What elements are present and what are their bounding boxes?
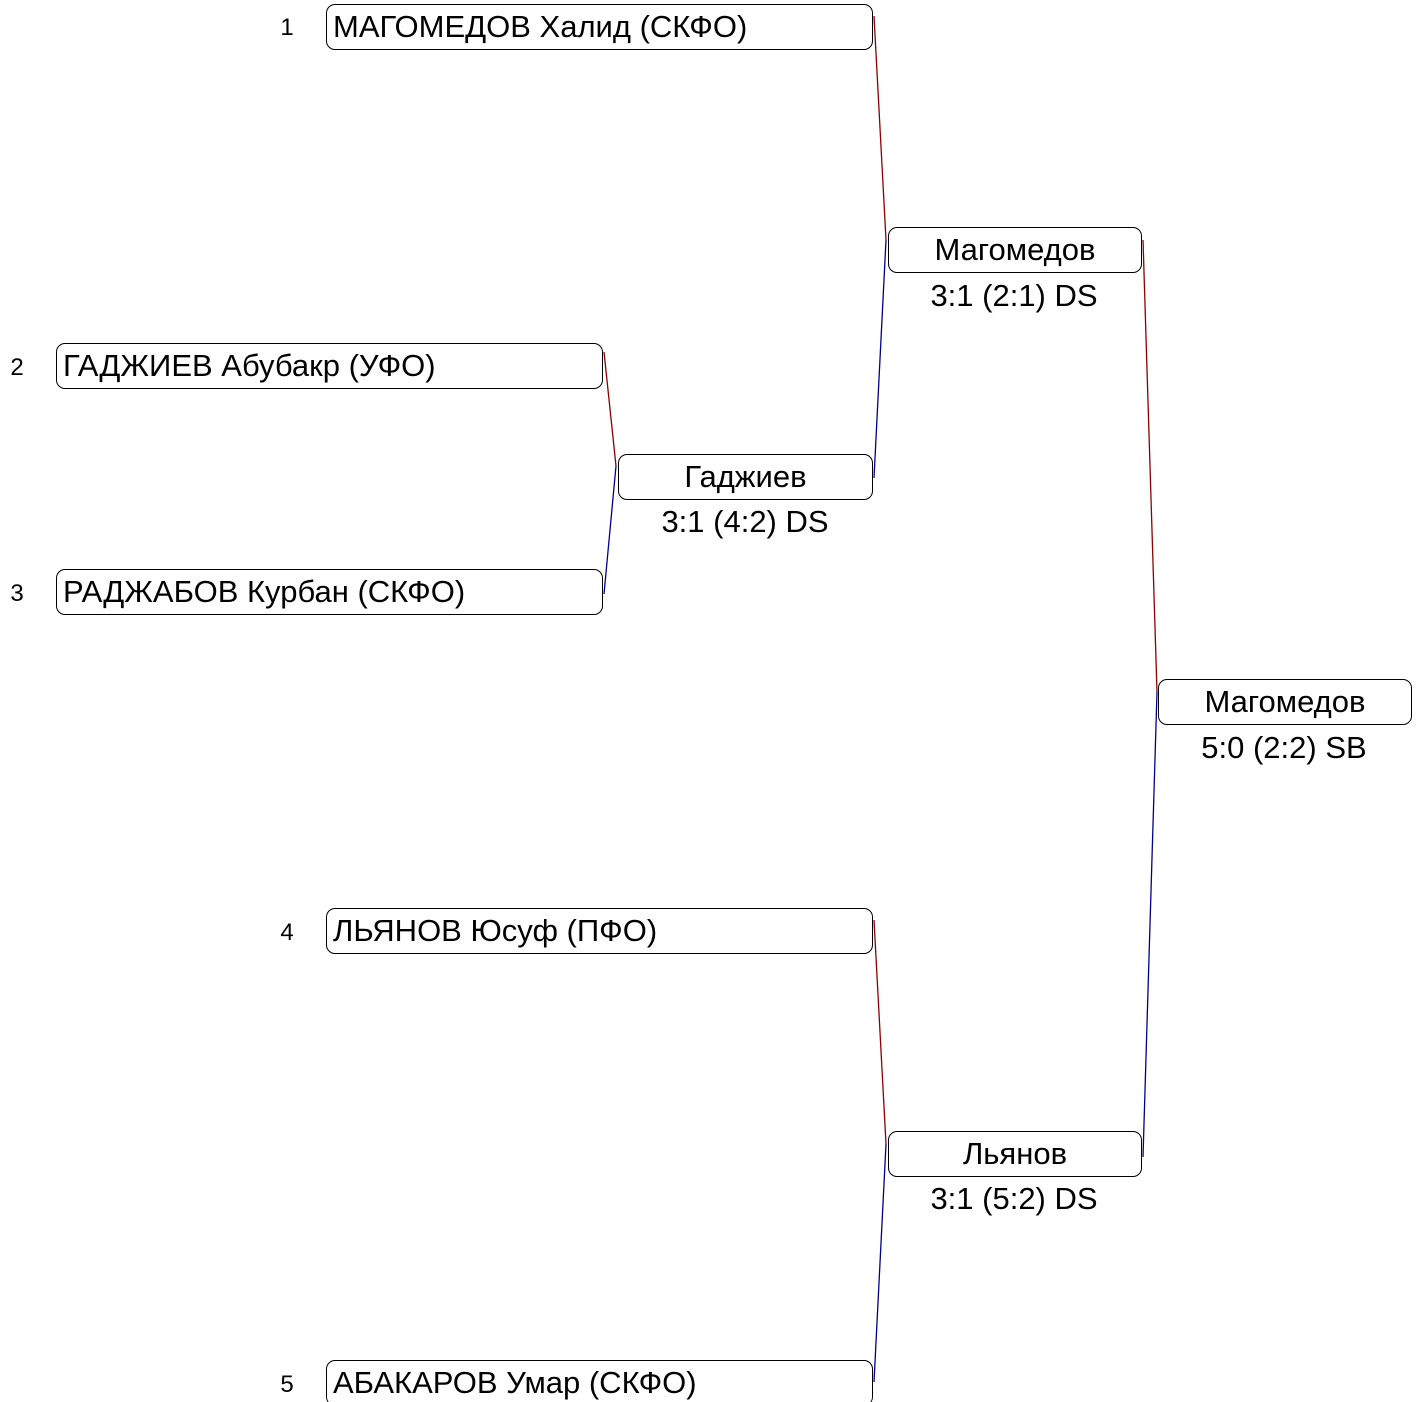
seed-number: 1 xyxy=(280,14,294,41)
final-score: 5:0 (2:2) SB xyxy=(1201,730,1367,765)
connector-line xyxy=(874,1144,886,1382)
participant-box: РАДЖАБОВ Курбан (СКФО) xyxy=(56,569,603,615)
match-score: 3:1 (4:2) DS xyxy=(661,504,829,539)
match-score: 3:1 (2:1) DS xyxy=(930,278,1098,313)
match-winner-box: Магомедов xyxy=(888,227,1142,273)
seed-number: 2 xyxy=(10,354,24,381)
match-winner-box: Льянов xyxy=(888,1131,1142,1177)
connector-line xyxy=(1143,240,1157,692)
match-score: 3:1 (5:2) DS xyxy=(930,1181,1098,1216)
participant-box: ГАДЖИЕВ Абубакр (УФО) xyxy=(56,343,603,389)
connector-line xyxy=(874,16,886,240)
seed-number: 4 xyxy=(280,919,294,946)
connector-line xyxy=(874,920,886,1144)
participant-box: АБАКАРОВ Умар (СКФО) xyxy=(326,1360,873,1402)
seed-number: 5 xyxy=(280,1371,294,1398)
final-winner-box: Магомедов xyxy=(1158,679,1412,725)
participant-box: МАГОМЕДОВ Халид (СКФО) xyxy=(326,4,873,50)
connector-line xyxy=(604,352,616,466)
match-winner-box: Гаджиев xyxy=(618,454,873,500)
connector-line xyxy=(874,240,886,478)
seed-number: 3 xyxy=(10,580,24,607)
participant-box: ЛЬЯНОВ Юсуф (ПФО) xyxy=(326,908,873,954)
